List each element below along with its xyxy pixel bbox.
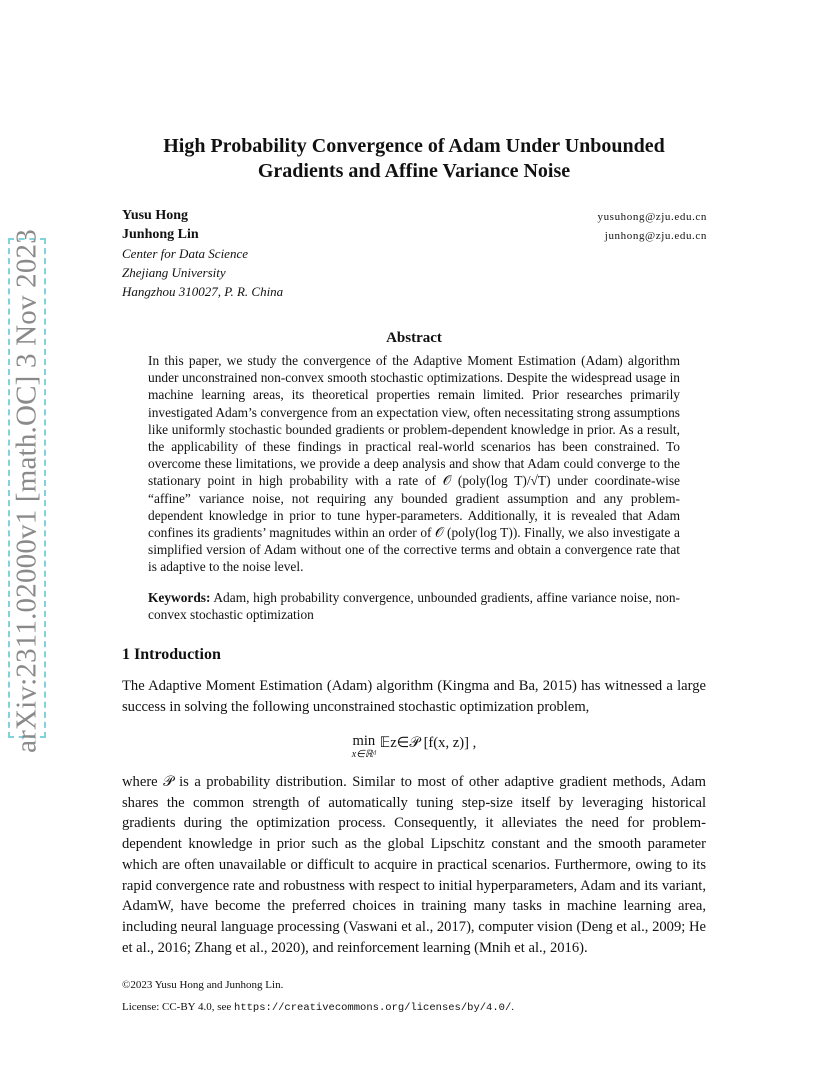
copyright-notice: ©2023 Yusu Hong and Junhong Lin. [122, 979, 284, 991]
keywords-text: Adam, high probability convergence, unbounded gradients, affine variance noise, non-convex stochastic optimization [148, 590, 680, 623]
intro-paragraph-2: where 𝒫 is a probability distribution. Similar to most of other adaptive gradient methods, Adam shares the common strength of automatically tuning step-size itself by leveraging historical gradients during the optimization process. Consequently, it alleviates the need for problem-dependent knowledge in prior such as the global Lipschitz constant and the smooth parameter which are often unavailable or difficult to acquire in practical scenarios. Furthermore, owing to its rapid convergence rate and robustness with respect to initial hyperparameters, Adam and its variant, AdamW, have become the preferred choices in training many tasks in machine learning area, including neural language processing (Vaswani et al., 2017), computer vision (Deng et al., 2009; He et al., 2016; Zhang et al., 2020), and reinforcement learning (Mnih et al., 2016). [122, 774, 706, 956]
arxiv-identifier[interactable]: arXiv:2311.02000v1 [math.OC] 3 Nov 2023 [10, 229, 43, 753]
optimization-equation [0, 734, 828, 762]
license-notice [122, 1001, 514, 1014]
keywords-label: Keywords: [148, 590, 211, 605]
title-line-1: High Probability Convergence of Adam Under Unbounded [163, 135, 665, 157]
abstract-text-2: under coordinate-wise “affine” variance noise, not requiring any bounded gradient assumption and any problem-dependent knowledge in prior to tune hyper-parameters. Additionally, it is revealed that Adam confines its gradients’ magnitudes within an order of [148, 473, 680, 541]
license-suffix: . [511, 1001, 515, 1013]
license-prefix: License: CC-BY 4.0, see [122, 1001, 235, 1013]
affiliation-line-1: Center for Data Science [122, 246, 248, 261]
abstract-math-bound: 𝒪 (poly(log T)) [435, 525, 518, 541]
author-name-2: Junhong Lin [122, 227, 199, 242]
author-email-2[interactable]: junhong@zju.edu.cn [604, 230, 707, 242]
equation-min: min x∈ℝᵈ [351, 733, 376, 760]
abstract-math-rate: 𝒪 (poly(log T)/√T) [442, 473, 551, 489]
paper-title [100, 134, 728, 184]
title-line-2: Gradients and Affine Variance Noise [257, 160, 571, 182]
affiliation-line-2: Zhejiang University [122, 265, 226, 280]
author-email-1[interactable]: yusuhong@zju.edu.cn [597, 211, 707, 223]
license-link[interactable]: https://creativecommons.org/licenses/by/4.0/ [234, 1002, 512, 1014]
abstract-body [148, 352, 680, 576]
intro-paragraph-1: The Adaptive Moment Estimation (Adam) algorithm (Kingma and Ba, 2015) has witnessed a large success in solving the following unconstrained stochastic optimization problem, [122, 678, 706, 715]
section-heading-introduction: 1 Introduction [122, 646, 221, 663]
abstract-text-3: . Finally, we also investigate a simplified version of Adam without one of the corrective terms and obtain a convergence rate that is adaptive to the noise level. [148, 525, 680, 575]
keywords [148, 589, 680, 623]
equation-subscript: x∈ℝᵈ [351, 749, 376, 760]
abstract-heading: Abstract [386, 330, 442, 346]
author-name-1: Yusu Hong [122, 208, 189, 223]
affiliation-line-3: Hangzhou 310027, P. R. China [122, 284, 284, 299]
abstract-text-1: In this paper, we study the convergence of the Adaptive Moment Estimation (Adam) algorithm under unconstrained non-convex smooth stochastic optimizations. Despite the widespread usage in machine learning areas, its theoretical properties remain limited. Prior researches primarily investigated Adam’s convergence from an expectation view, often necessitating strong assumptions like uniformly stochastic bounded gradients or problem-dependent knowledge in prior. As a result, the applicability of these findings in practical real-world scenarios has been constrained. To overcome these limitations, we provide a deep analysis and show that Adam could converge to the stationary point in high probability with a rate of [148, 353, 680, 489]
equation-expectation: 𝔼z∈𝒫 [f(x, z)] , [379, 735, 477, 751]
